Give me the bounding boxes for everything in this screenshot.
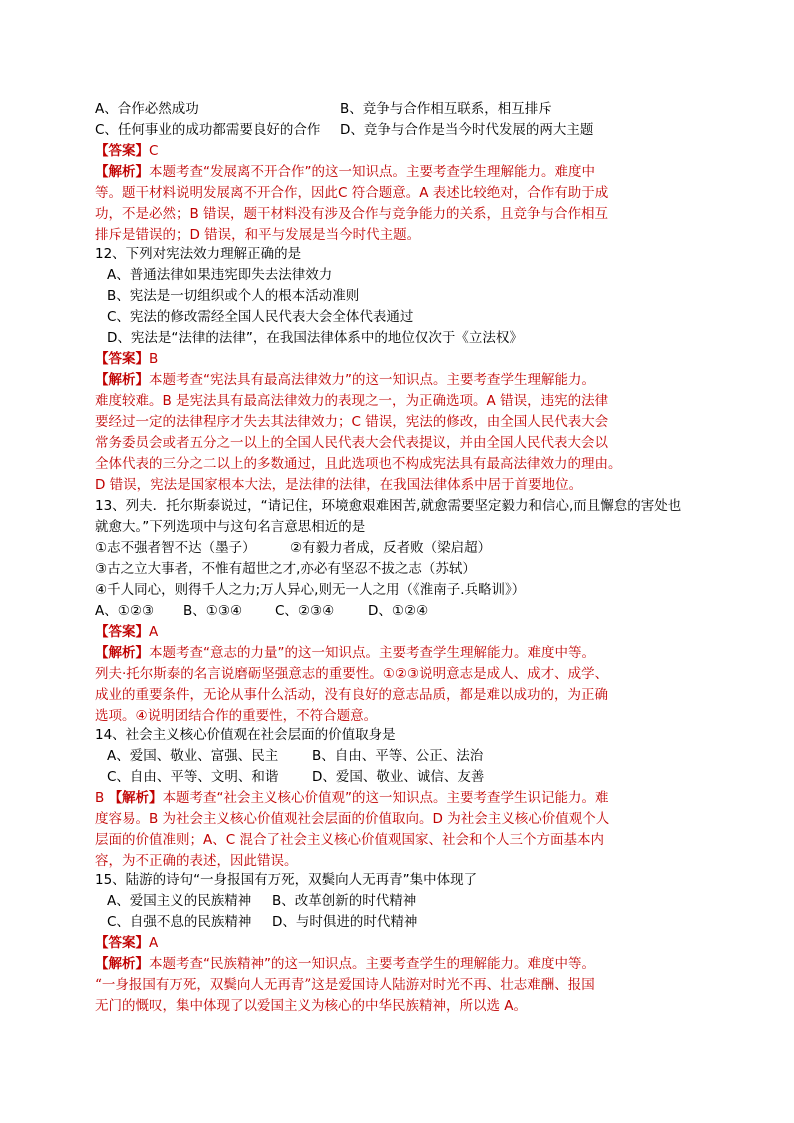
analysis-text: 本题考查“发展离不开合作”的这一知识点。主要考查学生理解能力。难度中: [149, 164, 595, 180]
q11-option-d: D、竞争与合作是当今时代发展的两大主题: [340, 122, 594, 138]
q15-analysis-line: “一身报国有万死，双鬓向人无再青”这是爱国诗人陆游对时光不再、壮志难酬、报国: [95, 977, 595, 993]
analysis-text: 本题考查“民族精神”的这一知识点。主要考查学生的理解能力。难度中等。: [149, 956, 595, 972]
answer-label: 【答案】: [95, 935, 149, 951]
q11-answer: [95, 142, 158, 160]
q14-analysis-line: 容，为不正确的表述，因此错误。: [95, 853, 298, 869]
analysis-label: 【解析】: [95, 164, 149, 180]
q14-option-d: D、爱国、敬业、诚信、友善: [312, 769, 485, 785]
q15-option-d: D、与时俱进的时代精神: [272, 914, 418, 930]
answer-value: B: [95, 790, 105, 806]
q12-analysis-line: [95, 371, 595, 389]
q13-item-1: ①志不强者智不达（墨子）: [95, 540, 256, 556]
analysis-text: 本题考查“意志的力量”的这一知识点。主要考查学生理解能力。难度中等。: [149, 645, 595, 661]
q11-option-b: B、竞争与合作相互联系，相互排斥: [340, 101, 552, 117]
q13-analysis-line: 成业的重要条件，无论从事什么活动，没有良好的意志品质，都是难以成功的，为正确: [95, 687, 608, 703]
q14-analysis-line: 层面的价值准则；A、C 混合了社会主义核心价值观国家、社会和个人三个方面基本内: [95, 832, 604, 848]
q14-option-c: C、自由、平等、文明、和谐: [107, 769, 279, 785]
q15-answer: [95, 934, 158, 952]
q12-option-c: C、宪法的修改需经全国人民代表大会全体代表通过: [107, 309, 414, 325]
q14-stem: 14、社会主义核心价值观在社会层面的价值取身是: [95, 727, 396, 743]
q11-option-c: C、任何事业的成功都需要良好的合作: [95, 122, 321, 138]
answer-label: 【答案】: [95, 143, 149, 159]
answer-value: A: [149, 624, 159, 640]
q14-analysis-line: [95, 789, 609, 807]
q15-option-b: B、改革创新的时代精神: [272, 893, 417, 909]
answer-value: B: [149, 351, 159, 367]
q15-analysis-line: [95, 955, 595, 973]
q11-analysis-line: 排斥是错误的；D 错误，和平与发展是当今时代主题。: [95, 227, 421, 243]
q12-option-d: D、宪法是“法律的法律”，在我国法律体系中的地位仅次于《立法权》: [107, 330, 523, 346]
q13-answer: [95, 623, 158, 641]
analysis-label: 【解析】: [95, 956, 149, 972]
answer-label: 【答案】: [95, 351, 149, 367]
q13-analysis-line: [95, 644, 595, 662]
q12-option-b: B、宪法是一切组织或个人的根本活动准则: [107, 288, 360, 304]
q12-option-a: A、普通法律如果违宪即失去法律效力: [107, 267, 333, 283]
q13-option-b: B、①③④: [183, 603, 243, 619]
q15-analysis-line: 无门的慨叹，集中体现了以爱国主义为核心的中华民族精神，所以选 A。: [95, 998, 528, 1014]
answer-value: A: [149, 935, 159, 951]
analysis-label: 【解析】: [95, 645, 149, 661]
analysis-text: 本题考查“社会主义核心价值观”的这一知识点。主要考查学生识记能力。难: [162, 790, 609, 806]
analysis-label: 【解析】: [108, 790, 163, 806]
q12-analysis-line: 常务委员会或者五分之一以上的全国人民代表大会代表提议，并由全国人民代表大会以: [95, 435, 608, 451]
q12-analysis-line: D 错误，宪法是国家根本大法，是法律的法律，在我国法律体系中居于首要地位。: [95, 477, 583, 493]
q12-stem: 12、下列对宪法效力理解正确的是: [95, 246, 302, 262]
q15-option-a: A、爱国主义的民族精神: [107, 893, 252, 909]
q13-item-4: ④千人同心，则得千人之力;万人异心,则无一人之用（《淮南子.兵略训》）: [95, 582, 526, 598]
q13-item-3: ③古之立大事者，不惟有超世之才,亦必有坚忍不拔之志（苏轼）: [95, 561, 476, 577]
answer-value: C: [149, 143, 159, 159]
q13-stem-line: 就愈大。”下列选项中与这句名言意思相近的是: [95, 519, 366, 535]
q14-analysis-line: 度容易。B 为社会主义核心价值观社会层面的价值取向。D 为社会主义核心价值观个人: [95, 811, 610, 827]
q12-analysis-line: 要经过一定的法律程序才失去其法律效力；C 错误，宪法的修改，由全国人民代表大会: [95, 414, 609, 430]
q14-option-a: A、爱国、敬业、富强、民主: [107, 748, 279, 764]
q12-analysis-line: 全体代表的三分之二以上的多数通过，且此选项也不构成宪法具有最高法律效力的理由。: [95, 456, 622, 472]
analysis-text: 本题考查“宪法具有最高法律效力”的这一知识点。主要考查学生理解能力。: [149, 372, 595, 388]
q13-analysis-line: 列夫·托尔斯泰的名言说磨砺坚强意志的重要性。①②③说明意志是成人、成才、成学、: [95, 666, 609, 682]
q14-option-b: B、自由、平等、公正、法治: [312, 748, 484, 764]
q12-analysis-line: 难度较难。B 是宪法具有最高法律效力的表现之一，为正确选项。A 错误，违宪的法律: [95, 393, 609, 409]
q13-stem-line: 13、列夫．托尔斯泰说过，“请记住，环境愈艰难困苦,就愈需要坚定毅力和信心,而且懈怠的害处也: [95, 498, 682, 514]
q12-answer: [95, 350, 158, 368]
answer-label: 【答案】: [95, 624, 149, 640]
q13-option-c: C、②③④: [275, 603, 335, 619]
q13-option-d: D、①②④: [368, 603, 429, 619]
q11-analysis-line: 功，不是必然；B 错误，题干材料没有涉及合作与竞争能力的关系，且竞争与合作相互: [95, 206, 609, 222]
q13-item-2: ②有毅力者成，反者败（梁启超）: [290, 540, 492, 556]
q11-analysis-line: 等。题干材料说明发展离不开合作，因此C 符合题意。A 表述比较绝对，合作有助于成: [95, 185, 609, 201]
analysis-label: 【解析】: [95, 372, 149, 388]
q15-stem: 15、陆游的诗句“一身报国有万死，双鬓向人无再青”集中体现了: [95, 872, 478, 888]
q13-option-a: A、①②③: [95, 603, 155, 619]
q13-analysis-line: 选项。④说明团结合作的重要性，不符合题意。: [95, 708, 378, 724]
q11-option-a: A、合作必然成功: [95, 101, 199, 117]
q15-option-c: C、自强不息的民族精神: [107, 914, 252, 930]
q11-analysis-line: [95, 163, 595, 181]
